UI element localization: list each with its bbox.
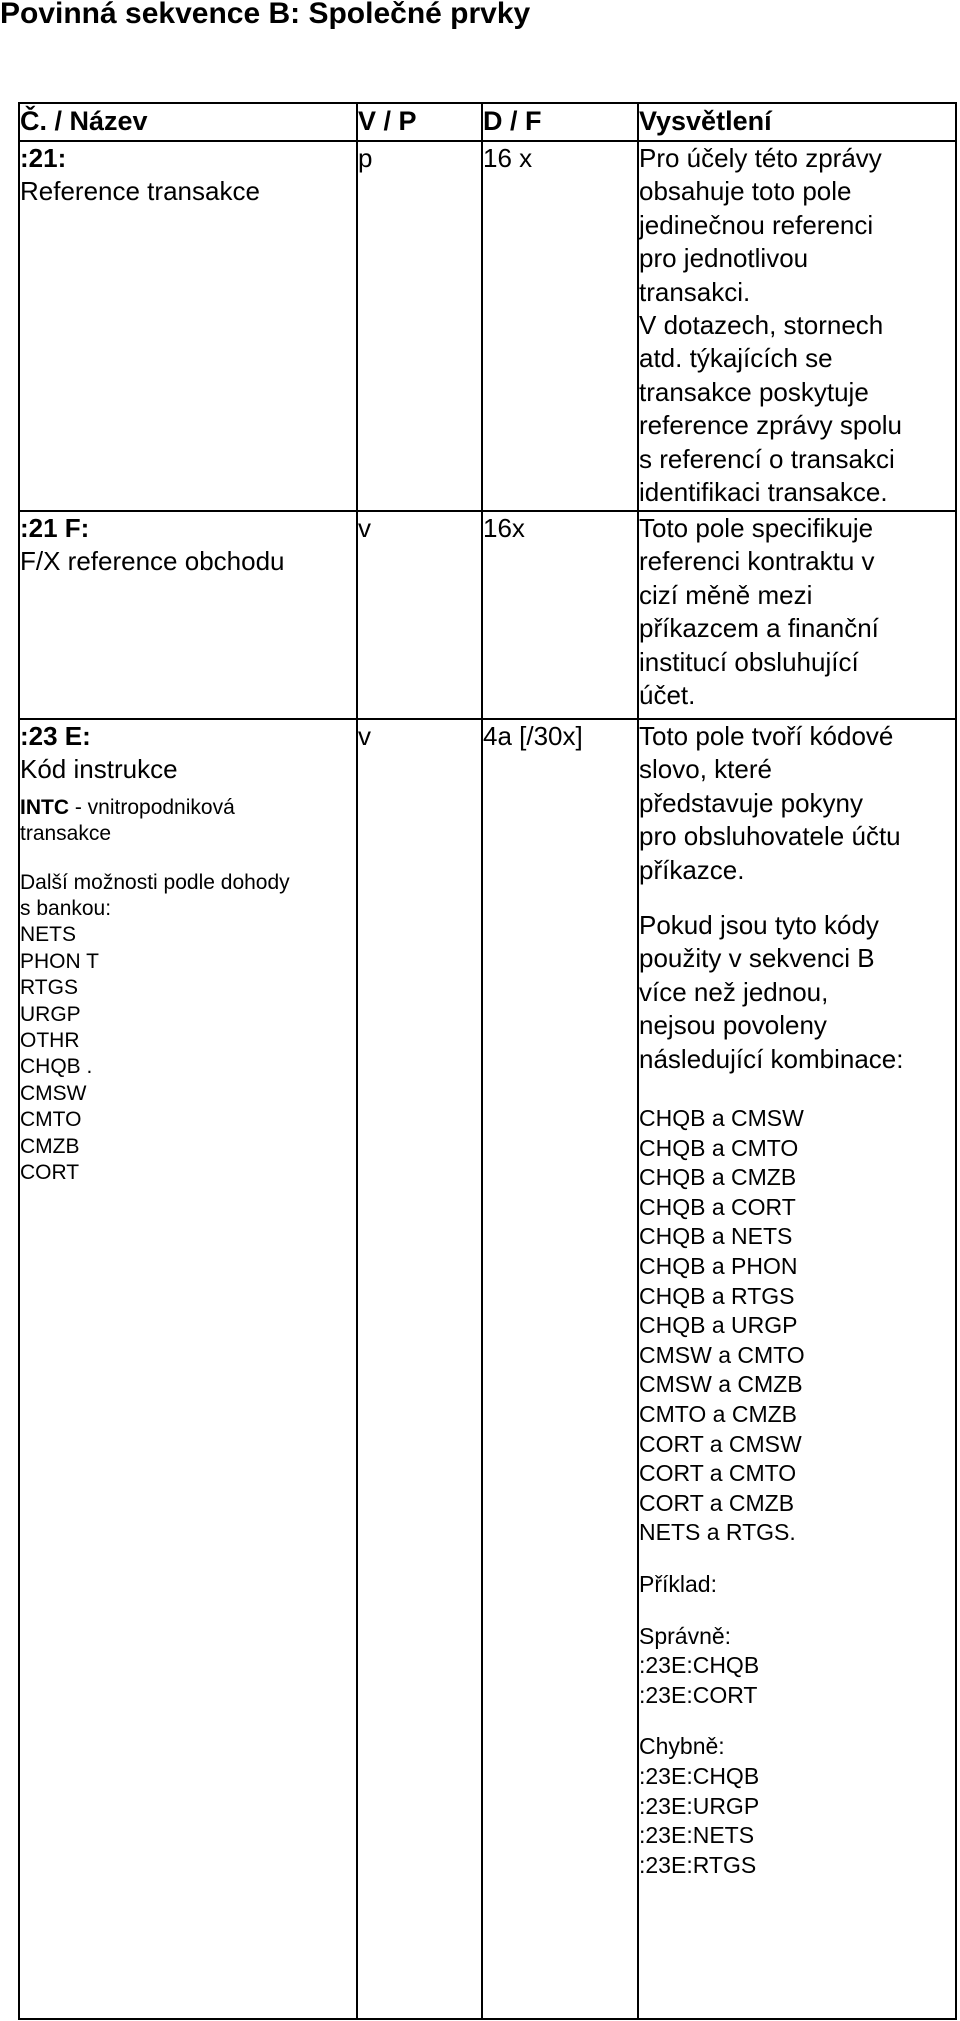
explanation-line: pro jednotlivou bbox=[639, 243, 809, 274]
df-cell: 16 x bbox=[482, 141, 638, 511]
explanation-line: příkazcem a finanční bbox=[639, 613, 879, 644]
explanation-line: Pokud jsou tyto kódy bbox=[639, 910, 879, 941]
combination-item: NETS a RTGS. bbox=[639, 1519, 796, 1546]
option-item: OTHR bbox=[20, 1029, 80, 1053]
intc-description-cont: transakce bbox=[20, 822, 112, 846]
field-spec-table bbox=[18, 102, 957, 2020]
option-item: CORT bbox=[20, 1161, 80, 1185]
field-tag: :21 F: bbox=[20, 513, 90, 543]
header-df: D / F bbox=[482, 103, 638, 141]
combination-item: CHQB a PHON bbox=[639, 1253, 798, 1280]
table-row bbox=[19, 511, 956, 719]
intc-code: INTC bbox=[20, 795, 69, 819]
combination-item: CORT a CMTO bbox=[639, 1460, 797, 1487]
explanation-line: referenci kontraktu v bbox=[639, 546, 875, 577]
explanation-line: V dotazech, stornech bbox=[639, 310, 884, 341]
explanation-line: Pro účely této zprávy bbox=[639, 143, 882, 173]
combination-item: CORT a CMZB bbox=[639, 1489, 795, 1516]
option-item: RTGS bbox=[20, 976, 78, 1000]
field-name: Reference transakce bbox=[20, 176, 260, 207]
wrong-example: :23E:RTGS bbox=[639, 1851, 757, 1878]
option-item: CHQB . bbox=[20, 1055, 93, 1079]
correct-example: :23E:CORT bbox=[639, 1681, 758, 1708]
option-item: PHON T bbox=[20, 949, 99, 973]
explanation-line: atd. týkajících se bbox=[639, 343, 833, 374]
vp-cell: v bbox=[357, 511, 482, 719]
header-vp: V / P bbox=[357, 103, 482, 141]
combination-item: CHQB a CMSW bbox=[639, 1105, 804, 1132]
header-number-name: Č. / Název bbox=[19, 103, 357, 141]
page-title: Povinná sekvence B: Společné prvky bbox=[0, 0, 531, 30]
explanation-line: transakce poskytuje bbox=[639, 376, 869, 407]
correct-example: :23E:CHQB bbox=[639, 1652, 760, 1679]
option-item: URGP bbox=[20, 1002, 81, 1026]
option-item: Další možnosti podle dohody bbox=[20, 870, 290, 894]
wrong-example: :23E:NETS bbox=[639, 1822, 755, 1849]
combination-item: CHQB a URGP bbox=[639, 1312, 798, 1339]
explanation-line: transakci. bbox=[639, 276, 751, 307]
explanation-line: s referencí o transakci bbox=[639, 443, 895, 474]
df-cell: 4a [/30x] bbox=[482, 719, 638, 2019]
explanation-cell bbox=[638, 511, 956, 719]
combination-item: CMSW a CMTO bbox=[639, 1341, 805, 1368]
header-explanation: Vysvětlení bbox=[638, 103, 956, 141]
wrong-example: :23E:URGP bbox=[639, 1792, 760, 1819]
wrong-example: :23E:CHQB bbox=[639, 1762, 760, 1789]
intc-description: - vnitropodniková bbox=[69, 795, 235, 819]
combination-item: CHQB a CMTO bbox=[639, 1134, 799, 1161]
field-cell bbox=[19, 141, 357, 511]
explanation-line: institucí obsluhující bbox=[639, 646, 859, 677]
explanation-line: reference zprávy spolu bbox=[639, 410, 903, 441]
field-tag: :23 E: bbox=[20, 721, 91, 751]
explanation-line: představuje pokyny bbox=[639, 787, 864, 818]
intc-code-line bbox=[20, 795, 356, 821]
field-cell bbox=[19, 511, 357, 719]
explanation-line: jedinečnou referenci bbox=[639, 209, 874, 240]
explanation-line: identifikaci transakce. bbox=[639, 477, 888, 508]
option-item: CMZB bbox=[20, 1134, 80, 1158]
explanation-line: použity v sekvenci B bbox=[639, 943, 875, 974]
explanation-line: účet. bbox=[639, 680, 696, 711]
explanation-line: pro obsluhovatele účtu bbox=[639, 821, 901, 852]
combination-item: CHQB a CMZB bbox=[639, 1164, 797, 1191]
field-name: Kód instrukce bbox=[20, 754, 178, 785]
combination-item: CHQB a CORT bbox=[639, 1193, 796, 1220]
field-name: F/X reference obchodu bbox=[20, 546, 285, 577]
field-tag: :21: bbox=[20, 143, 67, 173]
option-item: CMTO bbox=[20, 1108, 82, 1132]
explanation-line: Toto pole specifikuje bbox=[639, 513, 874, 543]
explanation-cell bbox=[638, 719, 956, 2019]
table-row bbox=[19, 719, 956, 2019]
option-item: CMSW bbox=[20, 1081, 87, 1105]
combination-item: CORT a CMSW bbox=[639, 1430, 802, 1457]
explanation-line: více než jednou, bbox=[639, 976, 829, 1007]
option-item: s bankou: bbox=[20, 897, 112, 921]
combination-item: CMSW a CMZB bbox=[639, 1371, 803, 1398]
combination-list bbox=[639, 1104, 955, 1548]
explanation-line: obsahuje toto pole bbox=[639, 176, 852, 207]
table-header-row bbox=[19, 103, 956, 141]
option-item: NETS bbox=[20, 923, 77, 947]
explanation-line: příkazce. bbox=[639, 854, 745, 885]
explanation-line: slovo, které bbox=[639, 754, 772, 785]
table-row bbox=[19, 141, 956, 511]
combination-item: CHQB a RTGS bbox=[639, 1282, 795, 1309]
example-label: Příklad: bbox=[639, 1570, 717, 1597]
explanation-line: následující kombinace: bbox=[639, 1043, 904, 1074]
field-cell bbox=[19, 719, 357, 2019]
vp-cell: v bbox=[357, 719, 482, 2019]
explanation-line: nejsou povoleny bbox=[639, 1010, 827, 1041]
explanation-cell bbox=[638, 141, 956, 511]
df-cell: 16x bbox=[482, 511, 638, 719]
explanation-line: cizí měně mezi bbox=[639, 579, 813, 610]
combination-item: CHQB a NETS bbox=[639, 1223, 793, 1250]
correct-label: Správně: bbox=[639, 1622, 732, 1649]
vp-cell: p bbox=[357, 141, 482, 511]
combination-item: CMTO a CMZB bbox=[639, 1401, 798, 1427]
explanation-line: Toto pole tvoří kódové bbox=[639, 721, 894, 751]
wrong-label: Chybně: bbox=[639, 1733, 725, 1760]
